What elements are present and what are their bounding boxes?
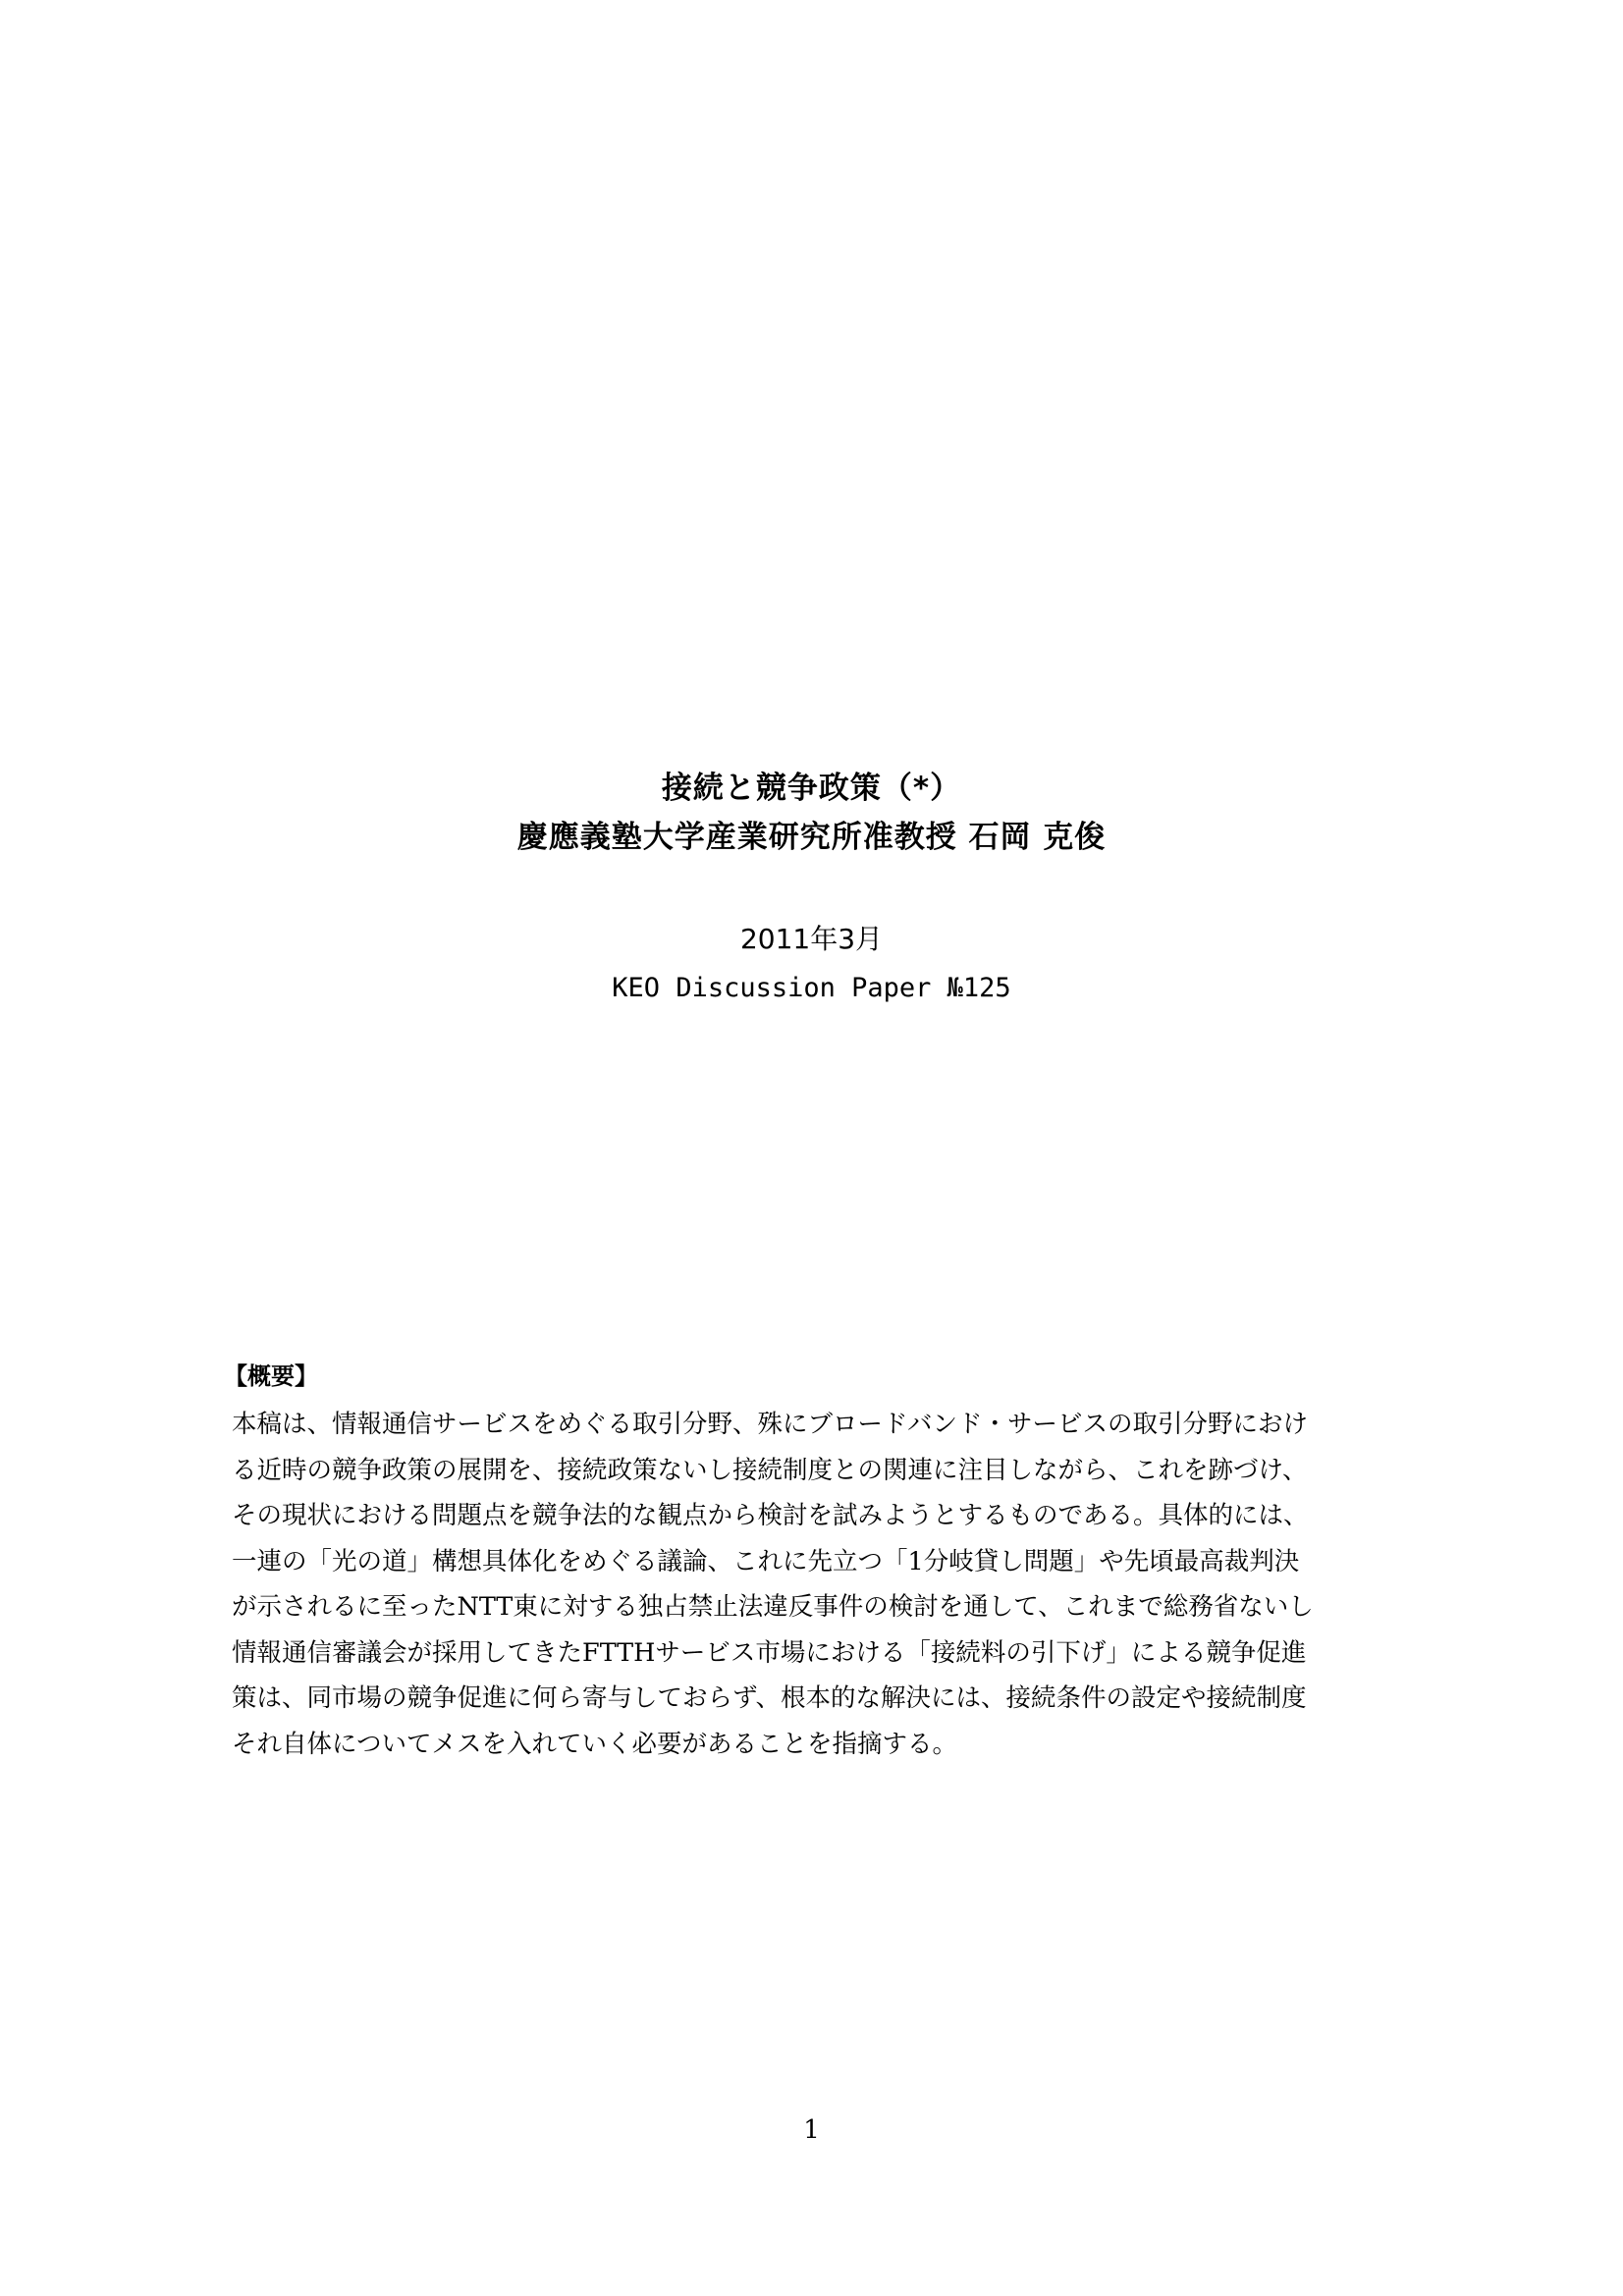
abstract-line: それ自体についてメスを入れていく必要があることを指摘する。 bbox=[232, 1729, 957, 1759]
author-affiliation: 慶應義塾大学産業研究所准教授 石岡 克俊 bbox=[516, 820, 1107, 855]
publication-info bbox=[0, 915, 1623, 1013]
abstract-line: 一連の「光の道」構想具体化をめぐる議論、これに先立つ「1分岐貸し問題」や先頃最高裁判決 bbox=[232, 1546, 1300, 1576]
page-number: 1 bbox=[803, 2115, 820, 2145]
abstract-line: 本稿は、情報通信サービスをめぐる取引分野、殊にブロードバンド・サービスの取引分野におけ bbox=[232, 1410, 1308, 1439]
publication-date: 2011年3月 bbox=[739, 923, 884, 955]
abstract-line: 情報通信審議会が採用してきたFTTHサービス市場における「接続料の引下げ」による競争促進 bbox=[232, 1637, 1307, 1668]
abstract-line: が示されるに至ったNTT東に対する独占禁止法違反事件の検討を通して、これまで総務省ないし bbox=[232, 1592, 1314, 1622]
abstract-line: 策は、同市場の競争促進に何ら寄与しておらず、根本的な解決には、接続条件の設定や接続制度 bbox=[232, 1683, 1307, 1713]
abstract-line: その現状における問題点を競争法的な観点から検討を試みようとするものである。具体的には、 bbox=[232, 1501, 1309, 1530]
abstract-body bbox=[232, 1402, 1400, 1767]
title-block bbox=[0, 764, 1623, 862]
abstract-heading: 【概要】 bbox=[224, 1362, 318, 1390]
paper-title: 接続と競争政策（*） bbox=[661, 771, 962, 806]
series-number: KEO Discussion Paper №125 bbox=[612, 973, 1011, 1003]
abstract-line: る近時の競争政策の展開を、接続政策ないし接続制度との関連に注目しながら、これを跡づけ、 bbox=[232, 1455, 1308, 1485]
